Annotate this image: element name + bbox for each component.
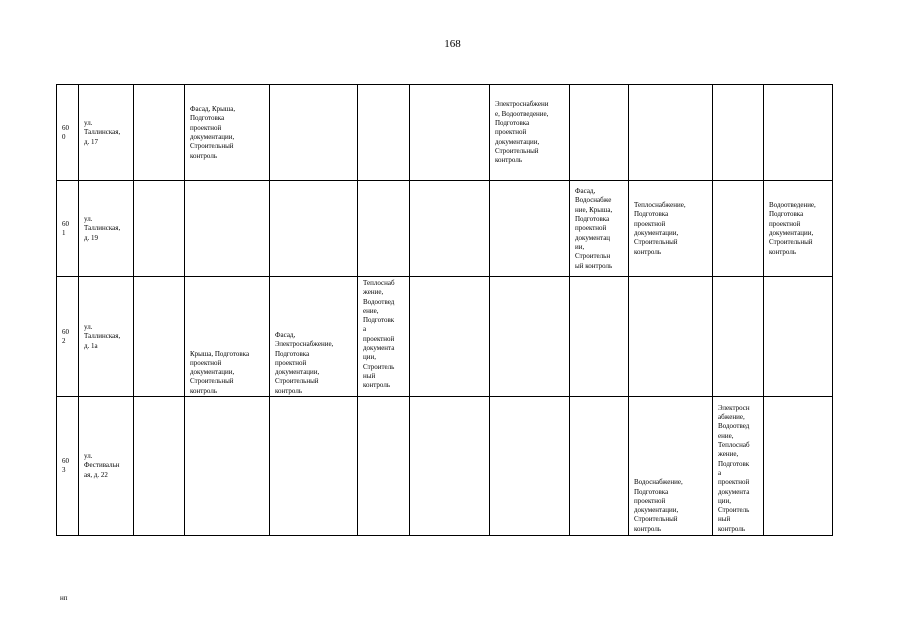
work-cell — [357, 84, 410, 181]
work-text: Водоснабжение, Подготовка проектной документации, Строительный контроль — [634, 478, 683, 533]
work-cell — [763, 180, 833, 277]
work-text: Фасад, Электроснабжение, Подготовка проектной документации, Строительный контроль — [275, 330, 334, 395]
row-number-text: 60 1 — [62, 219, 69, 237]
work-cell — [489, 84, 570, 181]
work-cell — [712, 180, 764, 277]
address-text: ул. Таллинская, д. 17 — [84, 119, 121, 146]
work-cell — [489, 276, 570, 397]
work-cell — [569, 84, 629, 181]
work-cell — [569, 276, 629, 397]
row-number-cell — [56, 396, 79, 536]
work-text: Электросн абжение, Водоотвед ение, Теплоснаб жение, Подготовк а проектной документа ции, Строитель ный контроль — [718, 403, 750, 533]
work-cell — [763, 84, 833, 181]
work-cell — [628, 180, 713, 277]
work-cell — [357, 396, 410, 536]
footer-mark: нп — [60, 594, 68, 602]
address-cell — [78, 84, 134, 181]
work-cell — [489, 396, 570, 536]
row-number-cell — [56, 180, 79, 277]
work-cell — [712, 84, 764, 181]
work-cell — [357, 276, 410, 397]
work-cell — [569, 180, 629, 277]
work-cell — [409, 180, 490, 277]
work-text: Фасад, Крыша, Подготовка проектной документации, Строительный контроль — [190, 105, 236, 160]
work-text: Электроснабжени е, Водоотведение, Подготовка проектной документации, Строительный контроль — [495, 100, 549, 165]
work-text: Крыша, Подготовка проектной документации, Строительный контроль — [190, 349, 250, 395]
page-number: 168 — [444, 38, 461, 50]
address-cell — [78, 396, 134, 536]
work-cell — [409, 396, 490, 536]
work-cell — [133, 84, 185, 181]
work-cell — [628, 396, 713, 536]
address-text: ул. Таллинская, д. 1а — [84, 323, 121, 350]
work-cell — [763, 276, 833, 397]
address-text: ул. Таллинская, д. 19 — [84, 215, 121, 242]
work-cell — [712, 276, 764, 397]
repair-schedule-table — [56, 84, 833, 536]
work-cell — [357, 180, 410, 277]
work-cell — [763, 396, 833, 536]
work-cell — [133, 396, 185, 536]
row-number-text: 60 2 — [62, 327, 69, 345]
work-cell — [269, 180, 358, 277]
address-text: ул. Фестивальн ая, д. 22 — [84, 452, 120, 479]
work-cell — [184, 180, 270, 277]
row-number-cell — [56, 84, 79, 181]
work-cell — [269, 276, 358, 397]
work-cell — [489, 180, 570, 277]
work-cell — [628, 276, 713, 397]
work-cell — [133, 180, 185, 277]
work-text: Теплоснаб жение, Водоотвед ение, Подготовк а проектной документа ции, Строитель ный контроль — [363, 279, 395, 390]
work-text: Водоотведение, Подготовка проектной документации, Строительный контроль — [769, 201, 816, 256]
work-cell — [569, 396, 629, 536]
address-cell — [78, 276, 134, 397]
work-cell — [628, 84, 713, 181]
work-cell — [269, 396, 358, 536]
work-cell — [184, 396, 270, 536]
row-number-text: 60 3 — [62, 456, 69, 474]
work-cell — [269, 84, 358, 181]
work-cell — [184, 84, 270, 181]
work-text: Фасад, Водоснабже ние, Крыша, Подготовка проектной документац ии, Строительн ый контроль — [575, 187, 613, 270]
work-cell — [184, 276, 270, 397]
work-cell — [712, 396, 764, 536]
row-number-cell — [56, 276, 79, 397]
address-cell — [78, 180, 134, 277]
work-cell — [409, 84, 490, 181]
work-cell — [409, 276, 490, 397]
work-cell — [133, 276, 185, 397]
work-text: Теплоснабжение, Подготовка проектной документации, Строительный контроль — [634, 201, 686, 256]
row-number-text: 60 0 — [62, 123, 69, 141]
